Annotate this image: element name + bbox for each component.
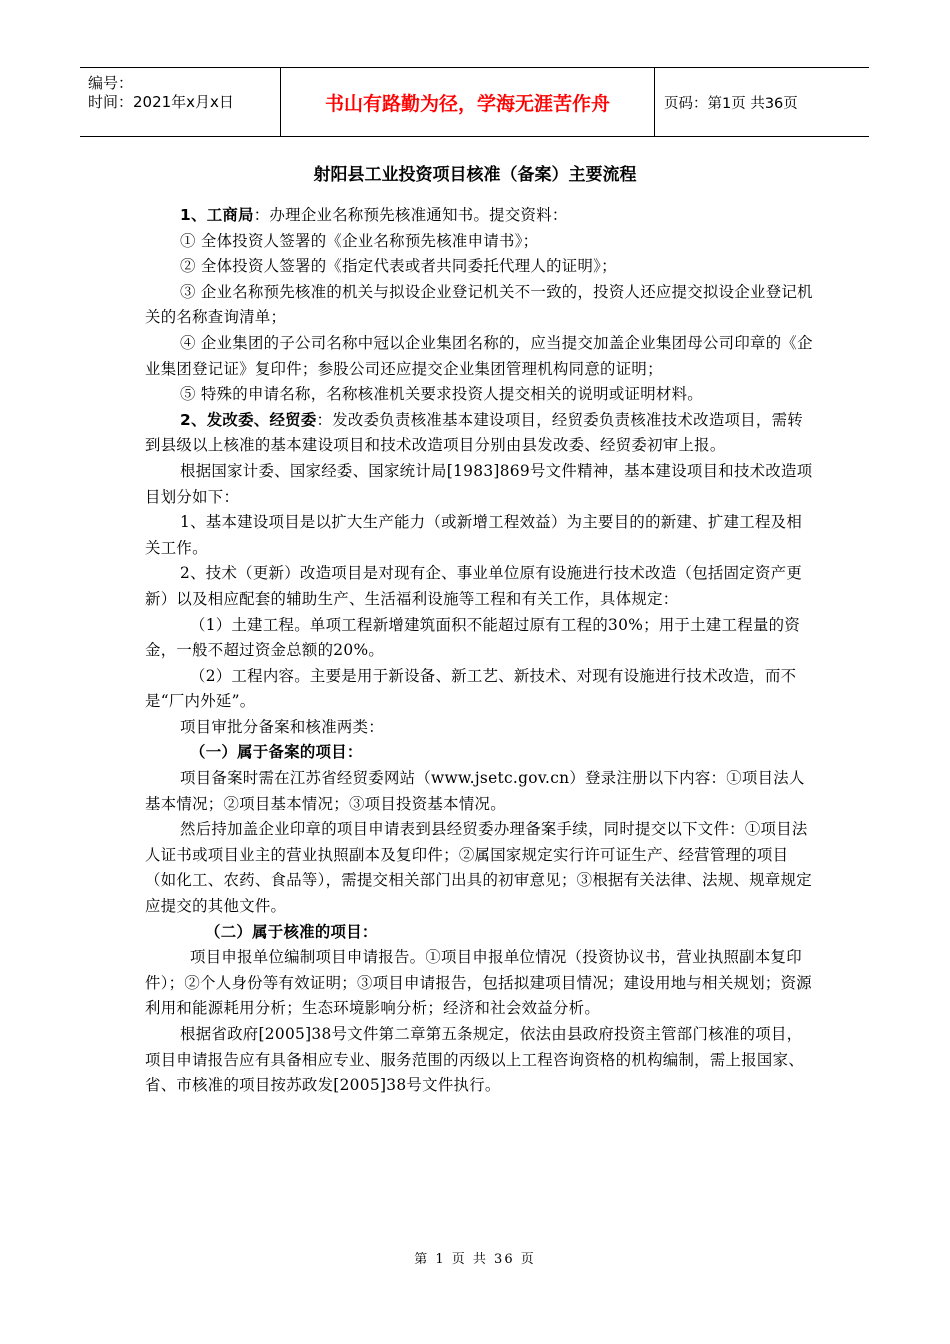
- section-heading: 2、发改委、经贸委: [180, 410, 317, 429]
- paragraph: （1）土建工程。单项工程新增建筑面积不能超过原有工程的30%；用于土建工程量的资金，一般不超过资金总额的20%。: [145, 615, 801, 660]
- paragraph-s1: [145, 203, 817, 229]
- paragraph: 2、技术（更新）改造项目是对现有企、事业单位原有设施进行技术改造（包括固定资产更新）以及相应配套的辅助生产、生活福利设施等工程和有关工作，具体规定：: [145, 564, 803, 608]
- list-item: ① 全体投资人签署的《企业名称预先核准申请书》；: [180, 231, 539, 250]
- paragraph: （2）工程内容。主要是用于新设备、新工艺、新技术、对现有设施进行技术改造，而不是“厂内外延”。: [145, 666, 797, 711]
- paragraph-s2: [145, 408, 817, 459]
- list-item: ④ 企业集团的子公司名称中冠以企业集团名称的，应当提交加盖企业集团母公司印章的《企业集团登记证》复印件；参股公司还应提交企业集团管理机构同意的证明；: [145, 333, 813, 378]
- page-info: 页码：第1页 共36页: [664, 95, 798, 112]
- list-item: ③ 企业名称预先核准的机关与拟设企业登记机关不一致的，投资人还应提交拟设企业登记机关的名称查询清单；: [145, 282, 813, 327]
- document-title: 射阳县工业投资项目核准（备案）主要流程: [313, 165, 637, 185]
- doc-number-label: 编号：: [88, 74, 134, 92]
- paragraph: 项目申报单位编制项目申请报告。①项目申报单位情况（投资协议书，营业执照副本复印件）；②个人身份等有效证明；③项目申请报告，包括拟建项目情况；建设用地与相关规划；资源利用和能源耗用分析；生态环境影响分析；经济和社会效益分析。: [145, 948, 812, 1018]
- paragraph: 然后持加盖企业印章的项目申请表到县经贸委办理备案手续，同时提交以下文件：①项目法人证书或项目业主的营业执照副本及复印件；②属国家规定实行许可证生产、经营管理的项目（如化工、农药、食品等），需提交相关部门出具的初审意见；③根据有关法律、法规、规章规定应提交的其他文件。: [145, 820, 812, 916]
- paragraph: 根据国家计委、国家经委、国家统计局[1983]869号文件精神，基本建设项目和技术改造项目划分如下：: [145, 461, 813, 506]
- list-item: ② 全体投资人签署的《指定代表或者共同委托代理人的证明》；: [180, 257, 617, 276]
- subsection-heading: （一）属于备案的项目：: [190, 743, 363, 762]
- header-motto-cell: [281, 68, 655, 136]
- page-footer: 第 1 页 共 36 页: [414, 1252, 536, 1267]
- list-item: ⑤ 特殊的申请名称，名称核准机关要求投资人提交相关的说明或证明材料。: [180, 385, 703, 404]
- section-heading: 1、工商局: [180, 206, 254, 224]
- paragraph-text: ：发改委负责核准基本建设项目，经贸委负责核准技术改造项目，需转到县级以上核准的基本建设项目和技术改造项目分别由县发改委、经贸委初审上报。: [145, 410, 803, 455]
- subsection-heading: （二）属于核准的项目：: [205, 922, 378, 941]
- paragraph-text: ：办理企业名称预先核准通知书。提交资料：: [253, 206, 568, 224]
- header-table: [80, 67, 869, 137]
- header-meta-cell: [80, 68, 281, 136]
- paragraph: 根据省政府[2005]38号文件第二章第五条规定，依法由县政府投资主管部门核准的项目，项目申请报告应有具备相应专业、服务范围的丙级以上工程咨询资格的机构编制，需上报国家、省、市核准的项目按苏政发[2005]38号文件执行。: [145, 1025, 805, 1095]
- document-body: [145, 203, 817, 1099]
- paragraph: 项目审批分备案和核准两类：: [180, 717, 384, 736]
- paragraph: 项目备案时需在江苏省经贸委网站（www.jsetc.gov.cn）登录注册以下内容：①项目法人基本情况；②项目基本情况；③项目投资基本情况。: [145, 769, 805, 813]
- header-page-cell: [664, 68, 869, 136]
- paragraph: 1、基本建设项目是以扩大生产能力（或新增工程效益）为主要目的的新建、扩建工程及相关工作。: [145, 513, 803, 557]
- doc-time-label: 时间：2021年x月x日: [88, 93, 234, 111]
- motto-text: 书山有路勤为径，学海无涯苦作舟: [324, 92, 610, 115]
